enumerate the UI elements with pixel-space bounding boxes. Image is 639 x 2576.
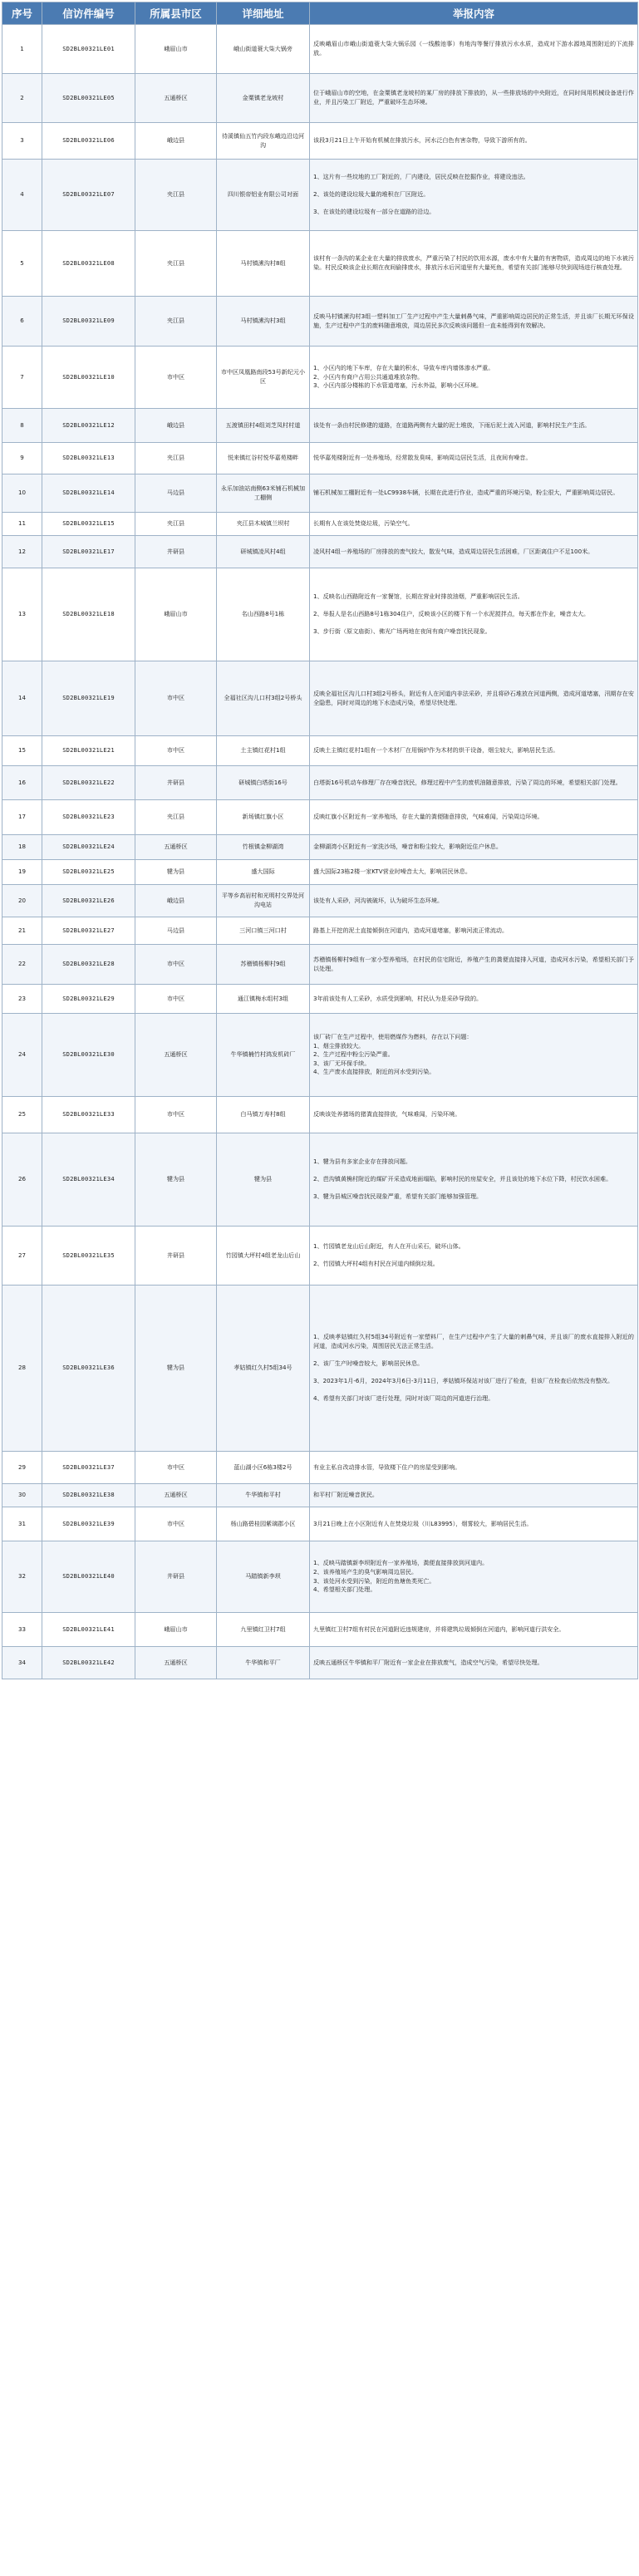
row-address: 竹园镇大坪村4组老龙山后山 — [217, 1227, 310, 1286]
row-content: 1、犍为县有多家企业存在排放问题。 2、芭沟镇黄桷村附近的煤矿开采造成地面塌陷，影响村民的房屋安全，并且该处的地下水位下降，村民饮水困难。 3、犍为县城区噪音扰民现象严重，希望有关部门能够加强管理。 — [310, 1133, 638, 1227]
header-no: 序号 — [2, 2, 42, 25]
table-row — [2, 1452, 638, 1484]
table-row — [2, 835, 638, 860]
row-no: 21 — [2, 917, 42, 945]
row-county: 峨边县 — [135, 885, 217, 917]
table-row — [2, 160, 638, 231]
row-content: 该厂砖厂在生产过程中，使用燃煤作为燃料，存在以下问题： 1、烟尘排放较大。 2、生产过程中粉尘污染严重。 3、该厂无环保手续。 4、生产废水直接排放，附近的河水受到污染。 — [310, 1014, 638, 1097]
row-no: 8 — [2, 409, 42, 443]
row-content: 反映该处养猪场的猪粪直接排放，气味难闻，污染环境。 — [310, 1097, 638, 1133]
row-address: 马踏镇新李坝 — [217, 1541, 310, 1613]
table-row — [2, 568, 638, 661]
row-no: 17 — [2, 800, 42, 835]
row-content: 反映全福社区沟儿口村3组2号桥头，附近有人在河道内非法采砂，并且将砂石堆放在河道两侧，造成河道堵塞，汛期存在安全隐患，同时对周边的地下水造成污染，希望尽快处理。 — [310, 661, 638, 736]
row-content: 1、这片有一些坟地的工厂附近的，厂内建设，居民反映在挖掘作业，将建设违法。 2、该处的建设垃圾大量的堆积在厂区附近。 3、在该处的建设垃圾有一部分在道路的沿边。 — [310, 160, 638, 231]
row-no: 13 — [2, 568, 42, 661]
row-content: 1、竹园镇老龙山后山附近，有人在开山采石，破坏山体。 2、竹园镇大坪村4组有村民在河道内倾倒垃圾。 — [310, 1227, 638, 1286]
row-address: 研城镇凌风村4组 — [217, 536, 310, 568]
row-id: SD2BL00321LE21 — [42, 736, 135, 766]
row-id: SD2BL00321LE23 — [42, 800, 135, 835]
row-content: 反映红旗小区附近有一家养殖场，存在大量的粪便随意排放，气味难闻，污染周边环境。 — [310, 800, 638, 835]
row-no: 15 — [2, 736, 42, 766]
row-county: 夹江县 — [135, 800, 217, 835]
row-address: 盛大国际 — [217, 860, 310, 885]
row-id: SD2BL00321LE15 — [42, 513, 135, 536]
row-no: 18 — [2, 835, 42, 860]
row-no: 30 — [2, 1484, 42, 1507]
row-address: 牛华镇楠竹村鸿发机砖厂 — [217, 1014, 310, 1097]
table-row — [2, 736, 638, 766]
row-address: 马村镇潆沟村3组 — [217, 297, 310, 347]
row-county: 犍为县 — [135, 1133, 217, 1227]
row-no: 20 — [2, 885, 42, 917]
row-id: SD2BL00321LE08 — [42, 231, 135, 297]
table-row — [2, 474, 638, 513]
row-address: 九里镇红卫村7组 — [217, 1613, 310, 1647]
row-address: 土主镇红花村1组 — [217, 736, 310, 766]
row-no: 19 — [2, 860, 42, 885]
row-id: SD2BL00321LE17 — [42, 536, 135, 568]
row-content: 铺石机械加工棚附近有一处LC9938车辆，长期在此进行作业，造成严重的环境污染，粉尘很大，严重影响周边居民。 — [310, 474, 638, 513]
row-county: 峨边县 — [135, 409, 217, 443]
row-address: 杨山路碧桂园紫璃郡小区 — [217, 1507, 310, 1541]
table-row — [2, 1647, 638, 1679]
row-content: 路基上开挖的泥土直接倾倒在河道内，造成河道堵塞，影响河流正常流动。 — [310, 917, 638, 945]
table-row — [2, 231, 638, 297]
row-county: 五通桥区 — [135, 835, 217, 860]
row-county: 市中区 — [135, 1097, 217, 1133]
table-row — [2, 1133, 638, 1227]
header-id: 信访件编号 — [42, 2, 135, 25]
table-row — [2, 1541, 638, 1613]
header-county: 所属县市区 — [135, 2, 217, 25]
row-content: 1、小区内的地下车库，存在大量的积水，导致车库内墙体渗水严重。 2、小区内有商户占用公共通道堆放杂物。 3、小区内部分楼栋的下水管道堵塞，污水外溢，影响小区环境。 — [310, 347, 638, 409]
row-content: 1、反映孝姑镇红久村5组34号附近有一家塑料厂，在生产过程中产生了大量的刺鼻气味，并且该厂的废水直接排入附近的河道，造成河水污染，周围居民无法正常生活。 2、该厂生产时噪音较大，影响居民休息。 3、2023年1月-6月，2024年3月6日-3月11日，孝姑镇环保站对该厂进行了检查，但该厂在检查后依然没有整改。 4、希望有关部门对该厂进行处理，同时对该厂周边的河道进行治理。 — [310, 1286, 638, 1452]
row-no: 34 — [2, 1647, 42, 1679]
row-id: SD2BL00321LE26 — [42, 885, 135, 917]
row-no: 12 — [2, 536, 42, 568]
row-id: SD2BL00321LE28 — [42, 945, 135, 985]
row-address: 研城镇白塔街16号 — [217, 766, 310, 800]
row-county: 夹江县 — [135, 231, 217, 297]
row-no: 29 — [2, 1452, 42, 1484]
row-id: SD2BL00321LE38 — [42, 1484, 135, 1507]
row-county: 井研县 — [135, 1227, 217, 1286]
row-content: 苏稽镇杨柳村9组有一家小型养殖场，在村民的住宅附近，养殖产生的粪便直接排入河道，造成河水污染，希望相关部门予以处理。 — [310, 945, 638, 985]
row-address: 金粟镇老龙坡村 — [217, 74, 310, 123]
row-content: 1、反映马踏镇新李坝附近有一家养殖场，粪便直接排放到河道内。 2、该养殖场产生的臭气影响周边居民。 3、该处河水受到污染，附近的鱼塘鱼类死亡。 4、希望相关部门处理。 — [310, 1541, 638, 1613]
table-row — [2, 661, 638, 736]
table-row — [2, 860, 638, 885]
row-address: 夹江县木城镇兰坝村 — [217, 513, 310, 536]
row-no: 28 — [2, 1286, 42, 1452]
row-content: 该段3月21日上午开始有机械在排放污水，河水泛白色有害杂物，导致下游所有的。 — [310, 123, 638, 160]
row-content: 悦华嘉苑楼附近有一处养殖场，经常散发臭味，影响周边居民生活，且夜间有噪音。 — [310, 443, 638, 474]
row-content: 该处有一条由村民修建的道路，在道路两侧有大量的泥土堆放，下雨后泥土流入河道，影响村民生产生活。 — [310, 409, 638, 443]
row-id: SD2BL00321LE36 — [42, 1286, 135, 1452]
row-county: 犍为县 — [135, 1286, 217, 1452]
row-id: SD2BL00321LE39 — [42, 1507, 135, 1541]
row-address: 新场镇红旗小区 — [217, 800, 310, 835]
row-county: 市中区 — [135, 1452, 217, 1484]
row-no: 7 — [2, 347, 42, 409]
row-id: SD2BL00321LE10 — [42, 347, 135, 409]
table-row — [2, 536, 638, 568]
row-county: 五通桥区 — [135, 1484, 217, 1507]
row-county: 峨眉山市 — [135, 568, 217, 661]
row-county: 马边县 — [135, 917, 217, 945]
row-id: SD2BL00321LE07 — [42, 160, 135, 231]
row-address: 竹根镇金柳湖湾 — [217, 835, 310, 860]
row-address: 牛华镇和平村 — [217, 1484, 310, 1507]
row-address: 三河口镇三河口村 — [217, 917, 310, 945]
row-no: 32 — [2, 1541, 42, 1613]
table-row — [2, 123, 638, 160]
row-id: SD2BL00321LE13 — [42, 443, 135, 474]
row-county: 五通桥区 — [135, 1014, 217, 1097]
row-id: SD2BL00321LE41 — [42, 1613, 135, 1647]
row-no: 2 — [2, 74, 42, 123]
row-county: 市中区 — [135, 1507, 217, 1541]
row-id: SD2BL00321LE35 — [42, 1227, 135, 1286]
table-row — [2, 74, 638, 123]
row-address: 四川银帝铝业有限公司对面 — [217, 160, 310, 231]
table-row — [2, 885, 638, 917]
row-address: 市中区凤凰路南段53号新纪元小区 — [217, 347, 310, 409]
header-row — [2, 2, 638, 25]
row-no: 33 — [2, 1613, 42, 1647]
row-content: 盛大国际23栋2楼一家KTV营业时噪音太大，影响居民休息。 — [310, 860, 638, 885]
row-content: 反映土主镇红花村1组有一个木材厂在用锅炉作为木材的烘干设备，烟尘较大，影响居民生活。 — [310, 736, 638, 766]
row-content: 有业主私自改动排水管，导致楼下住户的房屋受到影响。 — [310, 1452, 638, 1484]
row-county: 峨眉山市 — [135, 1613, 217, 1647]
row-address: 五渡镇田村4组刘芝凤村村道 — [217, 409, 310, 443]
row-id: SD2BL00321LE29 — [42, 985, 135, 1014]
row-no: 9 — [2, 443, 42, 474]
row-county: 犍为县 — [135, 860, 217, 885]
table-row — [2, 347, 638, 409]
row-content: 白塔街16号机动车修理厂存在噪音扰民，修理过程中产生的废机油随意排放，污染了周边的环境，希望相关部门处理。 — [310, 766, 638, 800]
row-content: 该处有人采砂，河沟被破坏，认为破坏生态环境。 — [310, 885, 638, 917]
table-row — [2, 945, 638, 985]
table-row — [2, 513, 638, 536]
row-county: 市中区 — [135, 985, 217, 1014]
row-address: 通江镇梅水组村3组 — [217, 985, 310, 1014]
row-id: SD2BL00321LE09 — [42, 297, 135, 347]
row-county: 马边县 — [135, 474, 217, 513]
row-address: 苏稽镇杨柳村9组 — [217, 945, 310, 985]
row-no: 5 — [2, 231, 42, 297]
row-content: 凌风村4组一养殖场的厂房排放的废气较大，散发气味，造成周边居民生活困难，厂区距离住户不足100米。 — [310, 536, 638, 568]
row-address: 牛华镇和平厂 — [217, 1647, 310, 1679]
row-content: 反映峨眉山市峨山街道蓑大柒大锅乐园（一线酸池事）有地沟等餐厅排放污水水质，造成对下游水源地周围附近的下流排放。 — [310, 25, 638, 74]
row-id: SD2BL00321LE27 — [42, 917, 135, 945]
row-id: SD2BL00321LE06 — [42, 123, 135, 160]
row-no: 24 — [2, 1014, 42, 1097]
row-content: 长期有人在该处焚烧垃圾，污染空气。 — [310, 513, 638, 536]
row-county: 井研县 — [135, 1541, 217, 1613]
row-id: SD2BL00321LE14 — [42, 474, 135, 513]
row-content: 3年前该处有人工采砂，水质受到影响，村民认为是采砂导致的。 — [310, 985, 638, 1014]
row-id: SD2BL00321LE40 — [42, 1541, 135, 1613]
complaints-table — [2, 2, 638, 1679]
row-no: 26 — [2, 1133, 42, 1227]
row-content: 3月21日晚上在小区附近有人在焚烧垃圾（川L83995），烟雾较大，影响居民生活。 — [310, 1507, 638, 1541]
row-address: 蓝山湖小区6栋3楼2号 — [217, 1452, 310, 1484]
row-no: 22 — [2, 945, 42, 985]
row-address: 永乐加油站南侧63米铺石机械加工棚侧 — [217, 474, 310, 513]
row-id: SD2BL00321LE42 — [42, 1647, 135, 1679]
table-row — [2, 25, 638, 74]
row-no: 23 — [2, 985, 42, 1014]
table-row — [2, 1014, 638, 1097]
row-no: 10 — [2, 474, 42, 513]
row-no: 4 — [2, 160, 42, 231]
row-id: SD2BL00321LE05 — [42, 74, 135, 123]
row-address: 悦来镇红谷村悦华嘉苑楼畔 — [217, 443, 310, 474]
row-id: SD2BL00321LE37 — [42, 1452, 135, 1484]
row-id: SD2BL00321LE22 — [42, 766, 135, 800]
row-no: 1 — [2, 25, 42, 74]
row-county: 五通桥区 — [135, 74, 217, 123]
row-county: 市中区 — [135, 736, 217, 766]
table-row — [2, 1227, 638, 1286]
header-address: 详细地址 — [217, 2, 310, 25]
table-row — [2, 297, 638, 347]
row-id: SD2BL00321LE18 — [42, 568, 135, 661]
row-address: 平等乡高岩村和光明村交界处河沟电站 — [217, 885, 310, 917]
row-address: 峨山街道蓑大柒大锅旁 — [217, 25, 310, 74]
table-row — [2, 800, 638, 835]
table-row — [2, 1286, 638, 1452]
row-content: 金柳湖湾小区附近有一家洗沙场，噪音和粉尘较大，影响附近住户休息。 — [310, 835, 638, 860]
row-no: 11 — [2, 513, 42, 536]
row-id: SD2BL00321LE19 — [42, 661, 135, 736]
header-content: 举报内容 — [310, 2, 638, 25]
row-id: SD2BL00321LE25 — [42, 860, 135, 885]
row-id: SD2BL00321LE33 — [42, 1097, 135, 1133]
row-county: 夹江县 — [135, 443, 217, 474]
row-county: 峨边县 — [135, 123, 217, 160]
row-no: 31 — [2, 1507, 42, 1541]
row-address: 犍为县 — [217, 1133, 310, 1227]
row-no: 14 — [2, 661, 42, 736]
row-address: 待溪镇仙五竹内段东峨边沿边河沟 — [217, 123, 310, 160]
row-county: 夹江县 — [135, 160, 217, 231]
row-no: 25 — [2, 1097, 42, 1133]
table-row — [2, 1507, 638, 1541]
table-row — [2, 443, 638, 474]
row-county: 市中区 — [135, 661, 217, 736]
row-no: 16 — [2, 766, 42, 800]
table-row — [2, 766, 638, 800]
row-county: 夹江县 — [135, 297, 217, 347]
row-content: 位于峨眉山市的空地，在金粟镇老龙坡村的某厂房的排放下排放的，从一些排放场的中央附近，在同时间用机械设备进行作业，并且污染工厂附近，严重破坏生态环境。 — [310, 74, 638, 123]
row-county: 井研县 — [135, 536, 217, 568]
row-county: 井研县 — [135, 766, 217, 800]
row-id: SD2BL00321LE12 — [42, 409, 135, 443]
row-address: 全福社区沟儿口村3组2号桥头 — [217, 661, 310, 736]
row-address: 孝姑镇红久村5组34号 — [217, 1286, 310, 1452]
row-no: 6 — [2, 297, 42, 347]
row-content: 1、反映名山西路附近有一家餐馆，长期在营业时排放油烟，严重影响居民生活。 2、举报人是名山西路8号1栋304住户，反映该小区的楼下有一个水泥搅拌点，每天都在作业，噪音太大。 3、步行街（原文庙街）、佛光广场两地在夜间有商户噪音扰民现象。 — [310, 568, 638, 661]
row-county: 市中区 — [135, 945, 217, 985]
row-address: 马村镇潆沟村8组 — [217, 231, 310, 297]
row-content: 九里镇红卫村7组有村民在河道附近违规建房，并将建筑垃圾倾倒在河道内，影响河道行洪安全。 — [310, 1613, 638, 1647]
row-no: 3 — [2, 123, 42, 160]
row-county: 夹江县 — [135, 513, 217, 536]
table-row — [2, 409, 638, 443]
row-id: SD2BL00321LE34 — [42, 1133, 135, 1227]
row-id: SD2BL00321LE01 — [42, 25, 135, 74]
row-id: SD2BL00321LE30 — [42, 1014, 135, 1097]
row-content: 该村有一条沟的某企业在大量的排放废水，严重污染了村民的饮用水源，废水中有大量的有害物质，造成周边的地下水被污染。村民反映该企业长期在夜间偷排废水，排放污水后河道里有大量死鱼，希望有关部门能够尽快到现场进行核查处理。 — [310, 231, 638, 297]
table-row — [2, 1097, 638, 1133]
table-row — [2, 917, 638, 945]
table-row — [2, 985, 638, 1014]
row-address: 白马镇万寿村8组 — [217, 1097, 310, 1133]
table-row — [2, 1613, 638, 1647]
row-no: 27 — [2, 1227, 42, 1286]
row-county: 五通桥区 — [135, 1647, 217, 1679]
row-county: 峨眉山市 — [135, 25, 217, 74]
table-row — [2, 1484, 638, 1507]
row-id: SD2BL00321LE24 — [42, 835, 135, 860]
row-content: 反映马村镇潆沟村3组一塑料加工厂生产过程中产生大量刺鼻气味，严重影响周边居民的正常生活，并且该厂长期无环保设施，生产过程中产生的废料随意堆放，周边居民多次反映该问题但一直未能得到有效解决。 — [310, 297, 638, 347]
row-address: 名山西路8号1栋 — [217, 568, 310, 661]
row-county: 市中区 — [135, 347, 217, 409]
row-content: 和平村厂附近噪音扰民。 — [310, 1484, 638, 1507]
row-content: 反映五通桥区牛华镇和平厂附近有一家企业在排放废气，造成空气污染，希望尽快处理。 — [310, 1647, 638, 1679]
